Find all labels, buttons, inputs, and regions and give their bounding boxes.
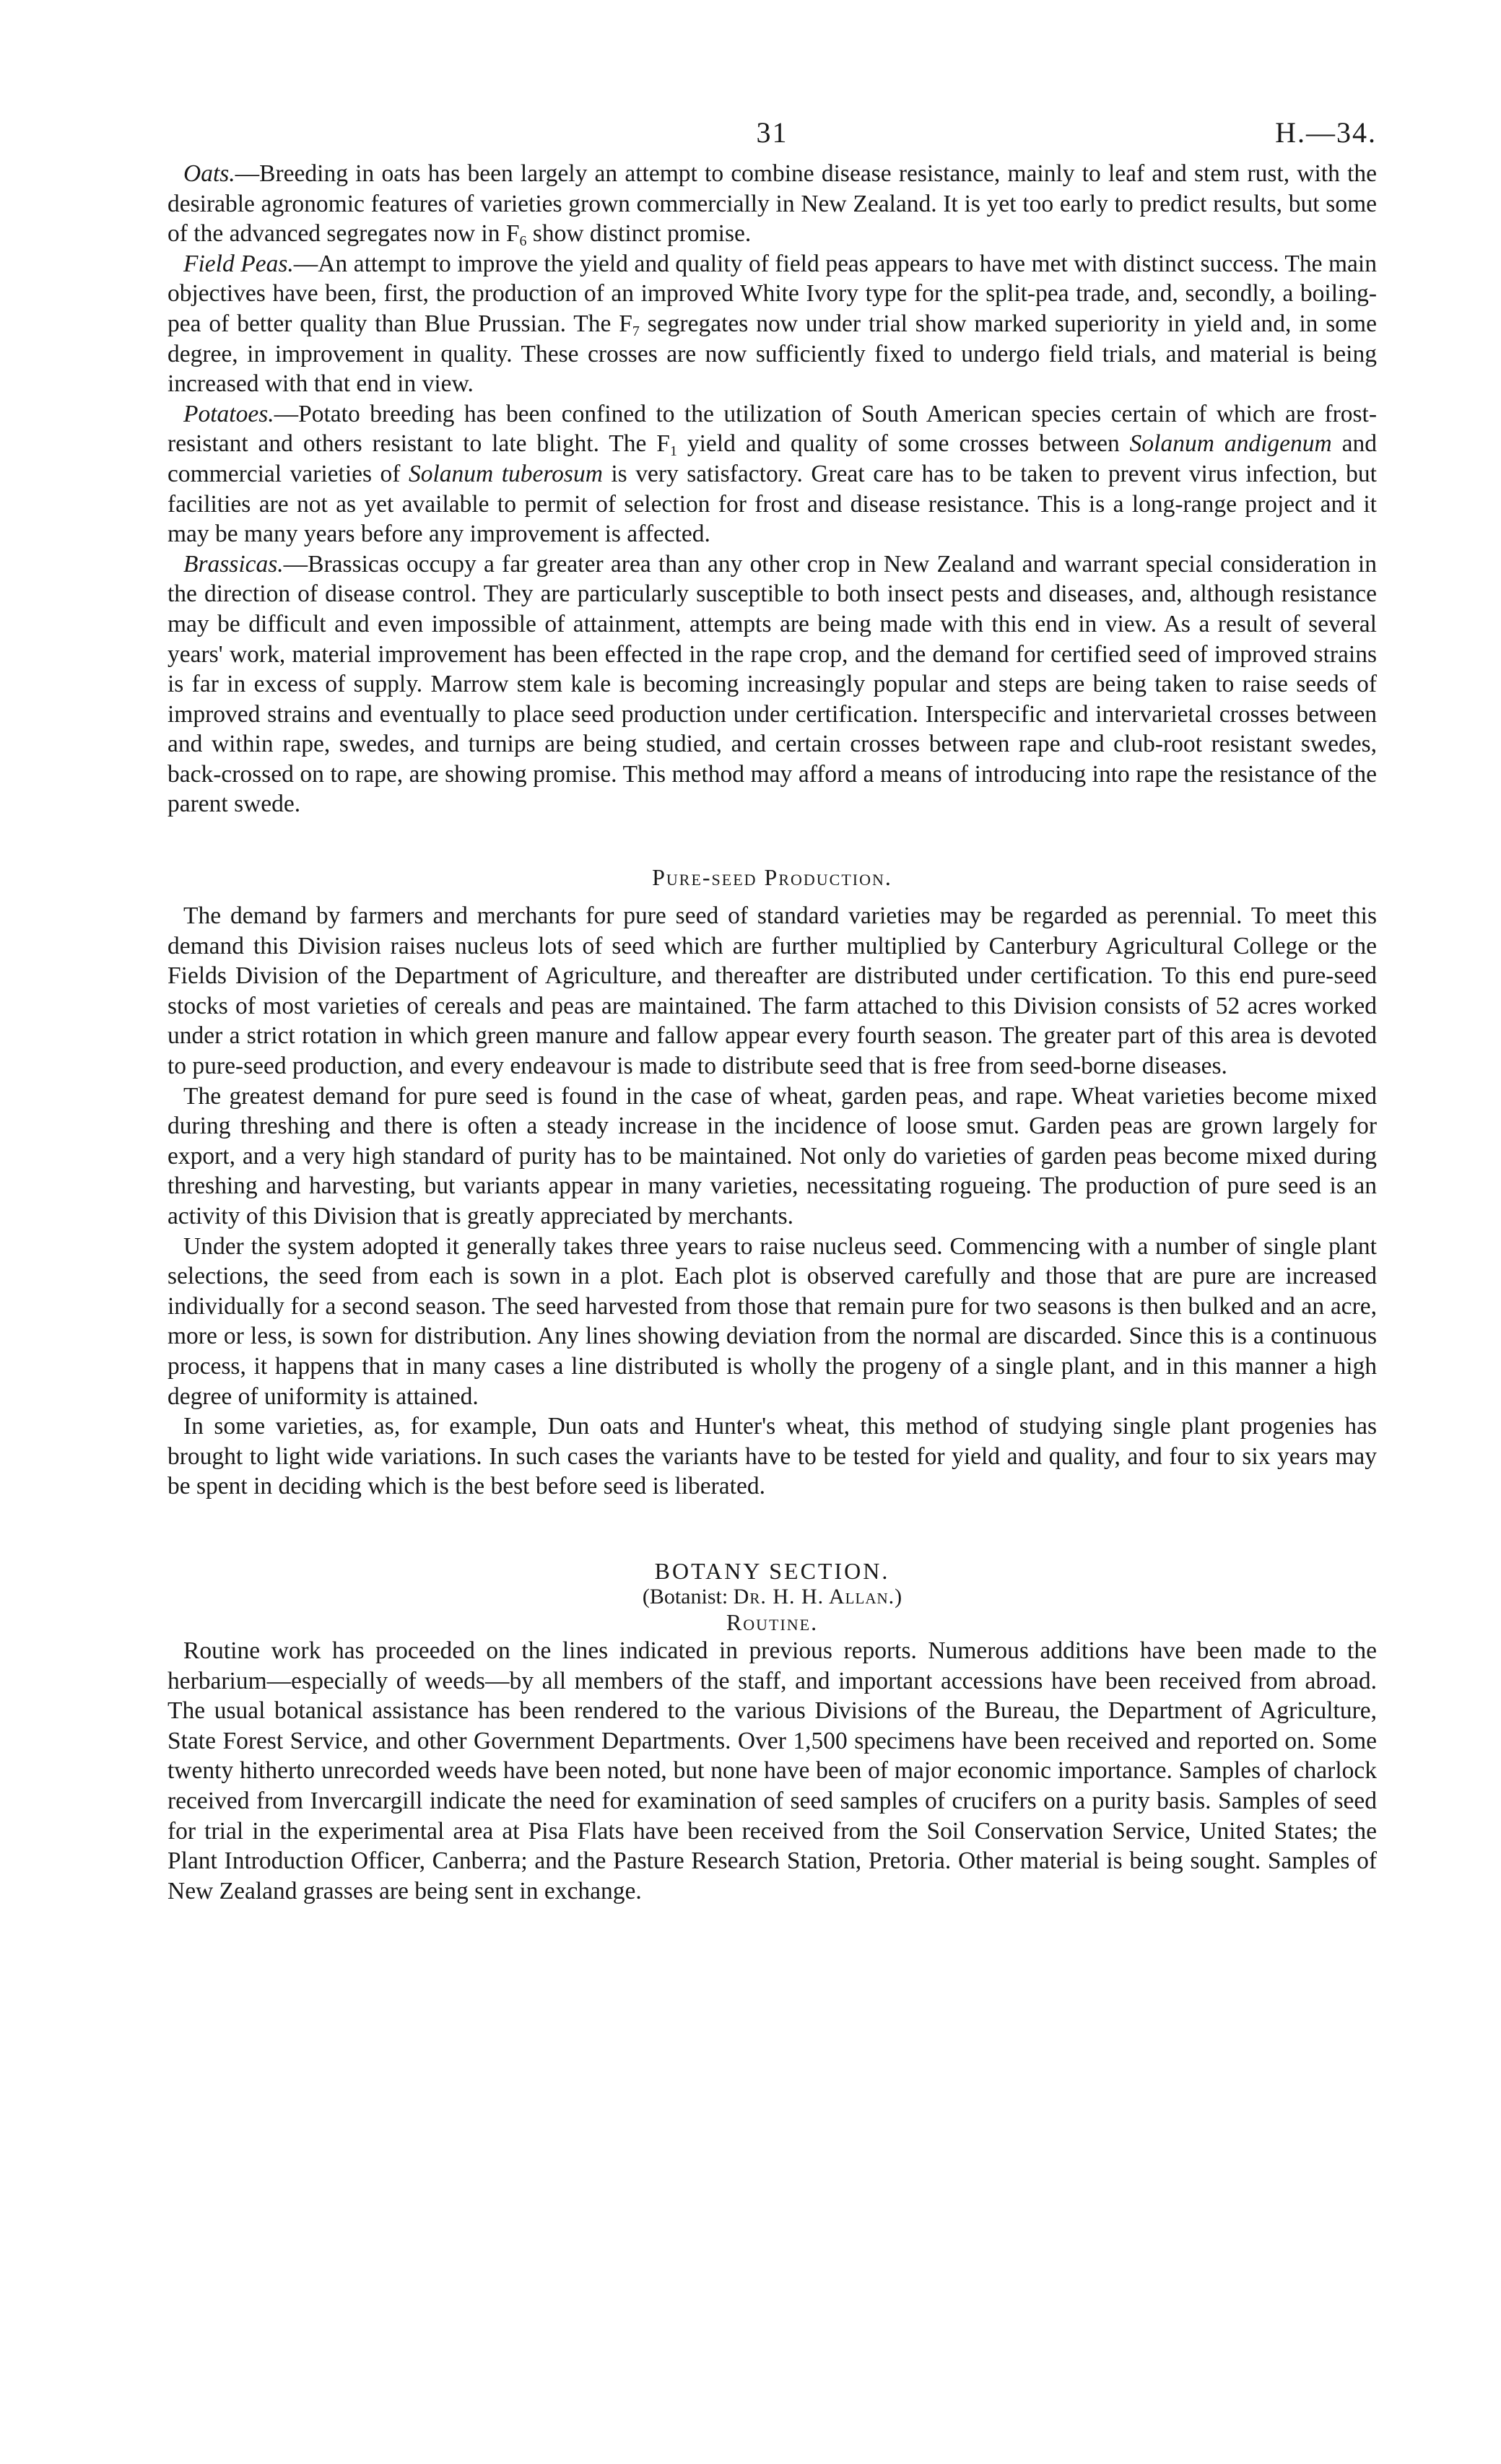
potatoes-lead: Potatoes. xyxy=(183,400,274,427)
running-header xyxy=(167,108,1377,159)
document-reference: H.—34. xyxy=(1275,116,1377,149)
paragraph-pure-seed-4: In some varieties, as, for example, Dun oats and Hunter's wheat, this method of studying single plant progenies has brought to light wide variations. In such cases the variants have to be tested for yield and quality, and four to six years may be spent in deciding which is the best before seed is liberated. xyxy=(167,1413,1377,1500)
botanist-name: Dr. H. H. Allan. xyxy=(733,1584,895,1608)
paragraph-botany-routine: Routine work has proceeded on the lines indicated in previous reports. Numerous additions have been made to the herbarium—especially of weeds—by all members of the staff, and important accessions have been received from abroad. The usual botanical assistance has been rendered to the various Divisions of the Bureau, the Department of Agriculture, State Forest Service, and other Government Departments. Over 1,500 specimens have been received and reported on. Some twenty hitherto unrecorded weeds have been noted, but none have been of major economic importance. Samples of charlock received from Invercargill indicate the need for examination of seed samples of crucifers on a purity basis. Samples of seed for trial in the experimental area at Pisa Flats have been received from the Soil Conservation Service, United States; the Plant Introduction Officer, Canberra; and the Pasture Research Station, Pretoria. Other material is being sought. Samples of New Zealand grasses are being sent in exchange. xyxy=(167,1637,1377,1904)
document-page xyxy=(167,108,1377,1906)
paragraph-potatoes: Potatoes.—Potato breeding has been confined to the utilization of South American species certain of which are frost-resistant and others resistant to late blight. The $F_1$ yield and quality of some crosses between Solanum andigenum and commercial varieties of Solanum tuberosum is very satisfactory. Great care has to be taken to prevent virus infection, but facilities are not as yet available to permit of selection for frost and disease resistance. This is a long-range project and it may be many years before any improvement is affected. xyxy=(167,400,1378,548)
paragraph-pure-seed-3: Under the system adopted it generally takes three years to raise nucleus seed. Commencing with a number of single plant selections, the seed from each is sown in a plot. Each plot is observed carefully and those that are pure are increased individually for a second season. The seed harvested from those that remain pure for two seasons is then bulked and an acre, more or less, is sown for distribution. Any lines showing deviation from the normal are discarded. Since this is a continuous process, it happens that in many cases a line distributed is wholly the progeny of a single plant, and in this manner a high degree of uniformity is attained. xyxy=(167,1232,1377,1410)
species-name: Solanum tuberosum xyxy=(408,460,603,487)
botany-heading: BOTANY SECTION. xyxy=(654,1557,890,1584)
pure-seed-heading: Pure-seed Production. xyxy=(652,864,892,891)
brassicas-lead: Brassicas. xyxy=(183,550,284,578)
paragraph-field-peas: Field Peas.—An attempt to improve the yield and quality of field peas appears to have met with distinct success. The main objectives have been, first, the production of an improved White Ivory type for the split-pea trade, and, secondly, a boiling-pea of better quality than Blue Prussian. The $F_7$ segregates now under trial show marked superiority in yield and, in some degree, in improvement in quality. These crosses are now sufficiently fixed to undergo field trials, and material is being increased with that end in view. xyxy=(167,250,1377,398)
paragraph-brassicas: Brassicas.—Brassicas occupy a far greater area than any other crop in New Zealand and warrant special consideration in the direction of disease control. They are particularly susceptible to both insect pests and diseases, and, although resistance may be difficult and even impossible of attainment, attempts are being made with this end in view. As a result of several years' work, material improvement has been effected in the rape crop, and the demand for certified seed of improved strains is far in excess of supply. Marrow stem kale is becoming increasingly popular and steps are being taken to raise seeds of improved strains and eventually to place seed production under certification. Interspecific and intervarietal crosses between and within rape, swedes, and turnips are being studied, and certain crosses between rape and club-root resistant swedes, back-crossed on to rape, are showing promise. This method may afford a means of introducing into rape the resistance of the parent swede. xyxy=(167,550,1377,818)
page-number: 31 xyxy=(756,116,788,149)
paragraph-oats: Oats.—Breeding in oats has been largely an attempt to combine disease resistance, mainly to leaf and stem rust, with the desirable agronomic features of varieties grown commercially in New Zealand. It is yet too early to predict results, but some of the advanced segregates now in $F_6$ show distinct promise. xyxy=(167,160,1377,250)
routine-subheading: Routine. xyxy=(726,1608,819,1635)
species-name: Solanum andigenum xyxy=(1129,430,1332,458)
oats-lead: Oats. xyxy=(183,160,235,187)
botanist-note: (Botanist: Dr. H. H. Allan.) xyxy=(642,1584,902,1608)
paragraph-pure-seed-2: The greatest demand for pure seed is found in the case of wheat, garden peas, and rape. Wheat varieties become mixed during threshing and there is often a steady increase in the incidence of loose smut. Garden peas are grown largely for export, and a very high standard of purity has to be maintained. Not only do varieties of garden peas become mixed during threshing and harvesting, but variants appear in many varieties, necessitating rogueing. The production of pure seed is an activity of this Division that is greatly appreciated by merchants. xyxy=(167,1082,1377,1229)
field-peas-lead: Field Peas. xyxy=(183,250,294,277)
paragraph-pure-seed-1: The demand by farmers and merchants for pure seed of standard varieties may be regarded as perennial. To meet this demand this Division raises nucleus lots of seed which are further multiplied by Canterbury Agricultural College or the Fields Division of the Department of Agriculture, and thereafter are distributed under certification. To this end pure-seed stocks of most varieties of cereals and peas are maintained. The farm attached to this Division consists of 52 acres worked under a strict rotation in which green manure and fallow appear every fourth season. The greater part of this area is devoted to pure-seed production, and every endeavour is made to distribute seed that is free from seed-borne diseases. xyxy=(167,902,1377,1080)
